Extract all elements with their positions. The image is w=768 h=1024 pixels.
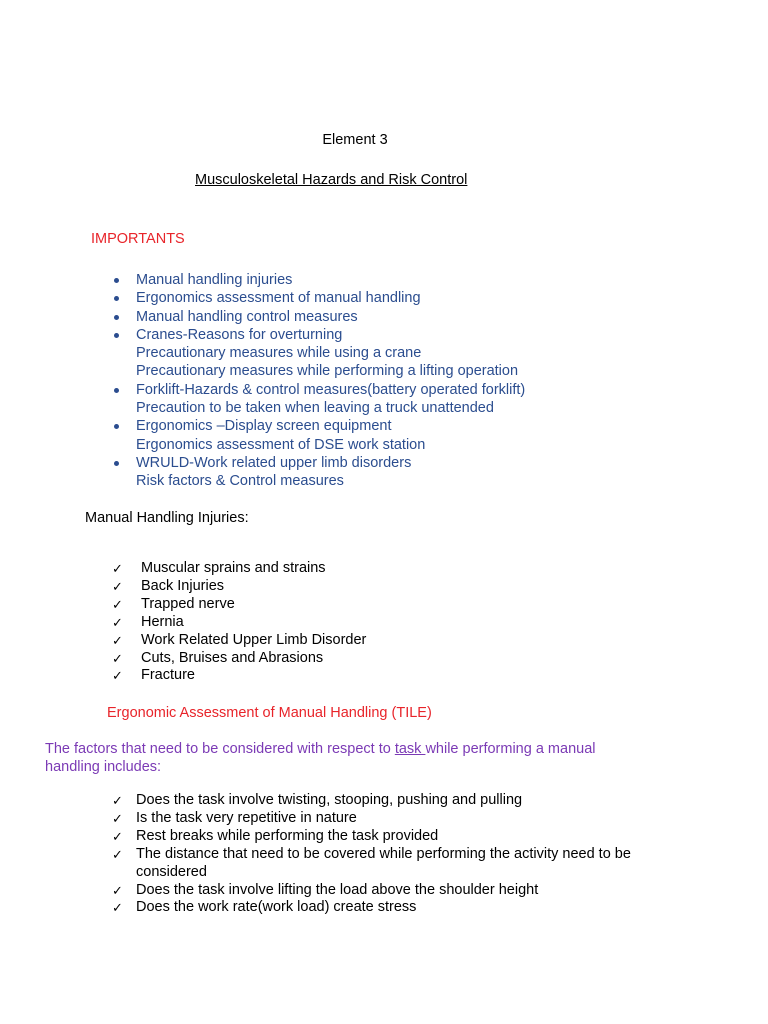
- task-word: task: [394, 741, 426, 757]
- check-icon: ✓: [112, 668, 123, 684]
- check-icon: ✓: [112, 650, 123, 666]
- list-item-text: Work Related Upper Limb Disorder: [141, 631, 367, 648]
- list-item: [0, 810, 631, 828]
- list-item: [0, 828, 631, 846]
- bullet-icon: [114, 315, 119, 320]
- list-item-text: Does the work rate(work load) create stress: [136, 899, 417, 916]
- list-item: [0, 792, 631, 810]
- bullet-icon: [114, 424, 119, 429]
- list-item-text: Manual handling injuries: [136, 272, 293, 288]
- list-item: [0, 417, 525, 454]
- manual-handling-heading: Manual Handling Injuries:: [85, 510, 249, 526]
- element-title: Element 3: [322, 132, 388, 148]
- list-item-text: Hernia: [141, 613, 184, 630]
- check-icon: ✓: [112, 614, 123, 630]
- list-item-text: Precautionary measures while performing a lifting operation: [136, 363, 519, 380]
- injuries-list: [0, 560, 366, 685]
- list-item-text: Ergonomics –Display screen equipment: [136, 418, 392, 435]
- list-item: [0, 578, 366, 596]
- list-item-text: considered: [136, 863, 207, 880]
- list-item: [0, 271, 525, 289]
- list-item-text: Does the task involve lifting the load above the shoulder height: [136, 881, 539, 898]
- list-item-text: Precautionary measures while using a crane: [136, 345, 422, 362]
- list-item-text: Fracture: [141, 667, 195, 684]
- list-item-text: Trapped nerve: [141, 595, 235, 612]
- list-item-text: WRULD-Work related upper limb disorders: [136, 454, 412, 471]
- list-item-text: Muscular sprains and strains: [141, 560, 326, 576]
- list-item-text: Back Injuries: [141, 577, 225, 594]
- list-item: [0, 667, 366, 685]
- bullet-icon: [114, 278, 119, 283]
- list-item: [0, 596, 366, 614]
- list-item: [0, 614, 366, 632]
- list-item-text: Cranes-Reasons for overturning: [136, 326, 343, 343]
- list-item: [0, 632, 366, 650]
- factors-intro-text: while performing a manual handling includes:: [45, 741, 596, 775]
- list-item-text: The distance that need to be covered while performing the activity need to be: [136, 845, 631, 862]
- page-subtitle: Musculoskeletal Hazards and Risk Control: [195, 172, 468, 188]
- ergonomic-assessment-heading: Ergonomic Assessment of Manual Handling (TILE): [107, 705, 432, 721]
- list-item: [0, 882, 631, 900]
- check-icon: ✓: [112, 900, 123, 916]
- importants-heading: IMPORTANTS: [91, 231, 185, 247]
- task-factors-list: [0, 792, 631, 917]
- list-item: [0, 289, 525, 307]
- list-item: [0, 308, 525, 326]
- important-topics-list: [0, 271, 525, 491]
- list-item: [0, 326, 525, 381]
- list-item-text: Manual handling control measures: [136, 308, 358, 325]
- factors-intro-text: The factors that need to be considered with respect to: [45, 741, 395, 757]
- list-item-text: Precaution to be taken when leaving a truck unattended: [136, 400, 494, 417]
- check-icon: ✓: [112, 561, 123, 576]
- check-icon: ✓: [112, 632, 123, 648]
- bullet-icon: [114, 333, 119, 338]
- list-item-text: Rest breaks while performing the task provided: [136, 827, 439, 844]
- list-item: [0, 846, 631, 882]
- check-icon: ✓: [112, 828, 123, 844]
- bullet-icon: [114, 461, 119, 466]
- list-item-text: Ergonomics assessment of manual handling: [136, 290, 421, 307]
- list-item: [0, 899, 631, 917]
- list-item: [0, 560, 366, 578]
- list-item-text: Does the task involve twisting, stooping, pushing and pulling: [136, 792, 523, 808]
- check-icon: ✓: [112, 846, 123, 862]
- check-icon: ✓: [112, 810, 123, 826]
- list-item-text: Forklift-Hazards & control measures(battery operated forklift): [136, 381, 526, 398]
- factors-intro-paragraph: [45, 740, 645, 776]
- check-icon: ✓: [112, 793, 123, 808]
- list-item-text: Is the task very repetitive in nature: [136, 809, 357, 826]
- bullet-icon: [114, 296, 119, 301]
- list-item-text: Risk factors & Control measures: [136, 473, 344, 490]
- list-item-text: Cuts, Bruises and Abrasions: [141, 649, 324, 666]
- check-icon: ✓: [112, 882, 123, 898]
- check-icon: ✓: [112, 596, 123, 612]
- list-item: [0, 454, 525, 491]
- list-item: [0, 381, 525, 418]
- list-item-text: Ergonomics assessment of DSE work station: [136, 436, 426, 453]
- list-item: [0, 650, 366, 668]
- check-icon: ✓: [112, 578, 123, 594]
- bullet-icon: [114, 388, 119, 393]
